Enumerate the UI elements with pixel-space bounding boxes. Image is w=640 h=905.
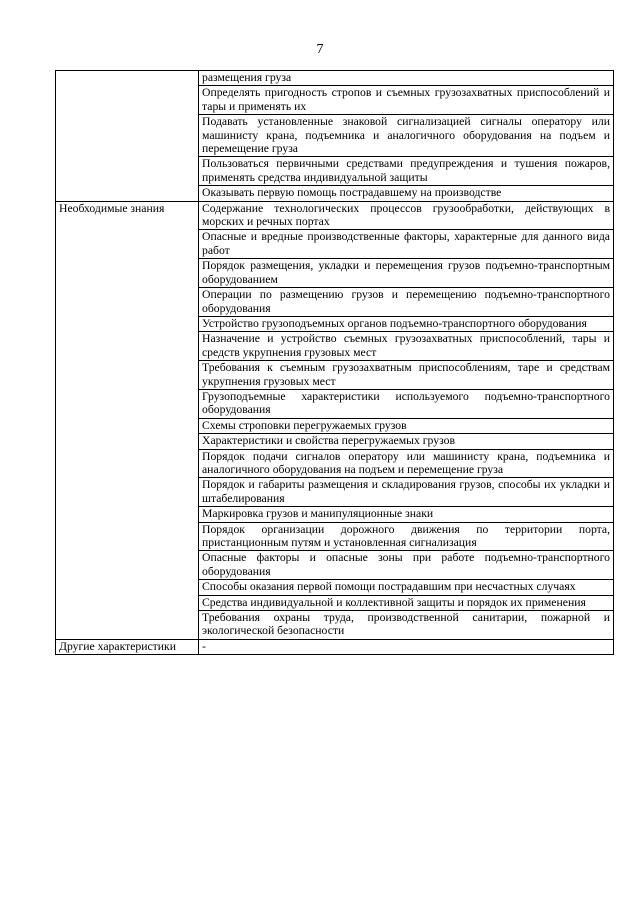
row-text: - [199, 639, 614, 654]
row-text: Схемы строповки перегружаемых грузов [199, 418, 614, 433]
row-label: Другие характеристики [56, 639, 199, 654]
row-label [56, 71, 199, 202]
row-text: Операции по размещению грузов и перемещению подъемно-транспортного оборудования [199, 288, 614, 317]
table-row [56, 71, 614, 86]
row-text: Определять пригодность стропов и съемных грузозахватных приспособлений и тары и применять их [199, 86, 614, 115]
row-text: Порядок подачи сигналов оператору или машинисту крана, подъемника и аналогичного оборудования на подъем и перемещение груза [199, 449, 614, 478]
row-text: Опасные факторы и опасные зоны при работе подъемно-транспортного оборудования [199, 551, 614, 580]
row-text: Требования охраны труда, производственной санитарии, пожарной и экологической безопасности [199, 611, 614, 640]
row-text: Подавать установленные знаковой сигнализацией сигналы оператору или машинисту крана, подъемника и аналогичного оборудования на подъем и перемещение груза [199, 115, 614, 157]
row-text: Способы оказания первой помощи пострадавшим при несчастных случаях [199, 580, 614, 595]
row-text: Опасные и вредные производственные факторы, характерные для данного вида работ [199, 230, 614, 259]
table-body [56, 71, 614, 655]
row-text: Требования к съемным грузозахватным приспособлениям, таре и средствам укрупнения грузовых мест [199, 361, 614, 390]
page-number: 7 [316, 42, 324, 57]
row-text: Пользоваться первичными средствами предупреждения и тушения пожаров, применять средства индивидуальной защиты [199, 157, 614, 186]
row-text: Назначение и устройство съемных грузозахватных приспособлений, тары и средств укрупнения грузовых мест [199, 332, 614, 361]
row-text: Средства индивидуальной и коллективной защиты и порядок их применения [199, 595, 614, 610]
row-label: Необходимые знания [56, 201, 199, 639]
row-text: Характеристики и свойства перегружаемых грузов [199, 434, 614, 449]
row-text: Порядок и габариты размещения и складирования грузов, способы их укладки и штабелирования [199, 478, 614, 507]
table-row [56, 201, 614, 230]
row-text: Порядок размещения, укладки и перемещения грузов подъемно-транспортным оборудованием [199, 259, 614, 288]
table-row [56, 639, 614, 654]
row-text: Содержание технологических процессов грузообработки, действующих в морских и речных портах [199, 201, 614, 230]
row-text: Устройство грузоподъемных органов подъемно-транспортного оборудования [199, 316, 614, 331]
row-text: Порядок организации дорожного движения по территории порта, пристанционным путям и установленная сигнализация [199, 522, 614, 551]
row-text: Оказывать первую помощь пострадавшему на производстве [199, 186, 614, 201]
row-text: Грузоподъемные характеристики используемого подъемно-транспортного оборудования [199, 389, 614, 418]
qualification-table [55, 70, 614, 655]
row-text: размещения груза [199, 71, 614, 86]
row-text: Маркировка грузов и манипуляционные знаки [199, 507, 614, 522]
